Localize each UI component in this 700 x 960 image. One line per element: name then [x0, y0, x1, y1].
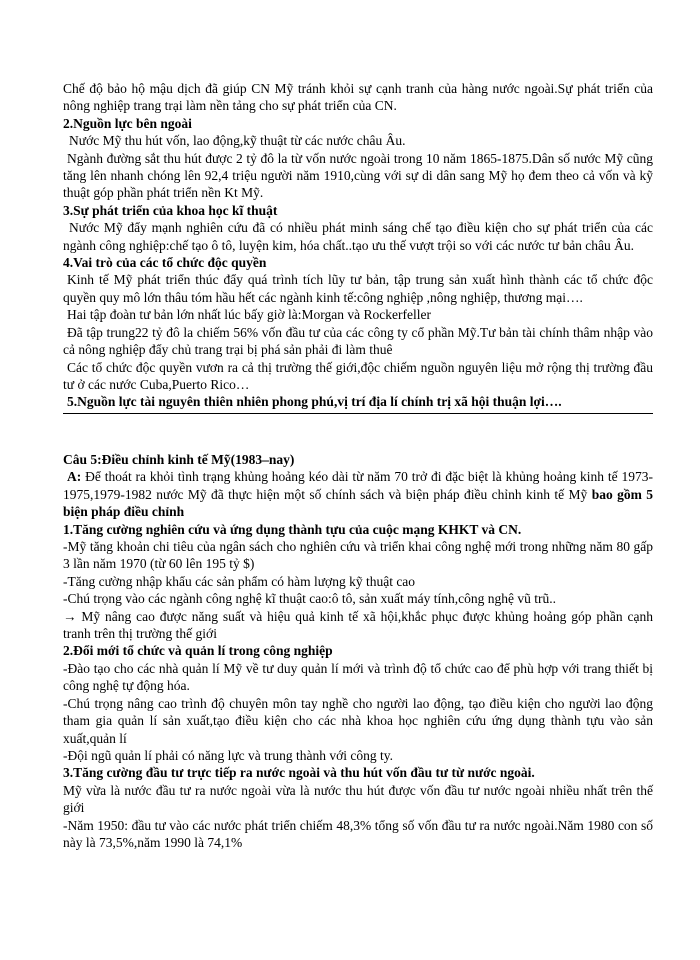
- measure-2-point-1: -Đào tạo cho các nhà quản lí Mỹ về tư duy quản lí mới và trình độ tổ chức cao để phù hợp với trang thiết bị công nghệ tự động hóa.: [63, 660, 653, 694]
- paragraph-external-2: Ngành đường sắt thu hút được 2 tỷ đô la từ vốn nước ngoài trong 10 năm 1865-1875.Dân số nước Mỹ cũng tăng lên nhanh chóng lên 92,4 triệu người năm 1910,cùng với sự di dân sang Mỹ họ đem theo cả vốn và kỹ thuật góp phần phát triển nền Kt Mỹ.: [63, 150, 653, 201]
- measure-1-point-1: -Mỹ tăng khoản chi tiêu của ngân sách cho nghiên cứu và triển khai công nghệ mới trong những năm 80 gấp 3 lần năm 1970 (từ 60 lên 195 tỷ $): [63, 539, 653, 572]
- measure-2-point-2: -Chú trọng nâng cao trình độ chuyên môn tay nghề cho người lao động, tạo điều kiện cho người lao động tham gia quản lí sản xuất,tạo điều kiện cho các nhà khoa học nghiên cứu ứng dụng thành tựu vào sản xuất,quản lí: [63, 695, 653, 746]
- paragraph-monopoly-3: Đã tập trung22 tỷ đô la chiếm 56% vốn đầu tư của các công ty cổ phần Mỹ.Tư bản tài chính thâm nhập vào cả nông nghiệp đẩy chủ trang trại bị phá sản phải đi làm thuê: [63, 324, 653, 358]
- paragraph-monopoly-4: Các tổ chức độc quyền vươn ra cả thị trường thế giới,độc chiếm nguồn nguyên liệu mở rộng thị trường đầu tư ở các nước Cuba,Puerto Rico…: [63, 359, 653, 392]
- section5: [63, 451, 653, 851]
- measure-1-point-2: -Tăng cường nhập khẩu các sản phẩm có hàm lượng kỹ thuật cao: [63, 573, 416, 589]
- section4-continuation: [63, 80, 653, 414]
- paragraph-monopoly-1: Kinh tế Mỹ phát triển thúc đẩy quá trình tích lũy tư bản, tập trung sản xuất hình thành các tổ chức độc quyền quy mô lớn thâu tóm hầu hết các ngành kinh tế:công nghiệp ,nông nghiệp, thương mại….: [63, 272, 653, 305]
- answer-intro: [63, 468, 653, 520]
- measure-2-point-3: -Đội ngũ quản lí phải có năng lực và trung thành với công ty.: [63, 747, 394, 763]
- paragraph-external-1: Nước Mỹ thu hút vốn, lao động,kỹ thuật từ các nước châu Âu.: [69, 133, 406, 149]
- section-divider: [63, 413, 653, 414]
- heading-natural-resources: 5.Nguồn lực tài nguyên thiên nhiên phong phú,vị trí địa lí chính trị xã hội thuận lợi….: [67, 394, 562, 410]
- heading-measure-1: 1.Tăng cường nghiên cứu và ứng dụng thành tựu của cuộc mạng KHKT và CN.: [63, 521, 522, 537]
- answer-label: A:: [67, 469, 82, 485]
- paragraph-science: Nước Mỹ đẩy mạnh nghiên cứu đã có nhiều phát minh sáng chế tạo điều kiện cho sự phát triển của các ngành công nghiệp:chế tạo ô tô, luyện kim, hóa chất..tạo ưu thế vượt trội so với các nước tư bản châu Âu.: [63, 220, 653, 253]
- measure-3-point-1: Mỹ vừa là nước đầu tư ra nước ngoài vừa là nước thu hút được vốn đầu tư nước ngoài nhiều nhất trên thế giới: [63, 782, 653, 816]
- heading-monopolies: 4.Vai trò của các tổ chức độc quyền: [63, 255, 267, 271]
- heading-measure-2: 2.Đổi mới tổ chức và quản lí trong công nghiệp: [63, 643, 333, 659]
- question-5-title: Câu 5:Điều chỉnh kinh tế Mỹ(1983–nay): [63, 452, 295, 467]
- measure-1-point-3: -Chú trọng vào các ngành công nghệ kĩ thuật cao:ô tô, sản xuất máy tính,công nghệ vũ trũ..: [63, 591, 557, 607]
- answer-text: Để thoát ra khỏi tình trạng khủng hoảng kéo dài từ năm 70 trở đi đặc biệt là khủng hoảng kinh tế 1973-1975,1979-1982 nước Mỹ đã thực hiện một số chính sách và biện pháp điều chỉnh kinh tế Mỹ: [63, 469, 653, 502]
- measure-1-result: → Mỹ nâng cao được năng suất và hiệu quả kinh tế xã hội,khắc phục được khủng hoảng góp phần cạnh tranh trên thị trường thế giới: [63, 608, 653, 642]
- heading-measure-3: 3.Tăng cường đầu tư trực tiếp ra nước ngoài và thu hút vốn đầu tư từ nước ngoài.: [63, 765, 535, 781]
- measure-3-point-2: -Năm 1950: đầu tư vào các nước phát triển chiếm 48,3% tổng số vốn đầu tư ra nước ngoài.Năm 1980 con số này là 73,5%,năm 1990 là 74,1%: [63, 817, 653, 850]
- paragraph-protectionism: Chế độ bảo hộ mậu dịch đã giúp CN Mỹ tránh khỏi sự cạnh tranh của hàng nước ngoài.Sự phát triển của nông nghiệp trang trại làm nền tảng cho sự phát triển của CN.: [63, 81, 653, 114]
- answer-bold-text: bao gồm 5 biện pháp điều chỉnh: [63, 486, 653, 520]
- paragraph-monopoly-2: Hai tập đoàn tư bản lớn nhất lúc bấy giờ là:Morgan và Rockerfeller: [67, 307, 431, 323]
- heading-science-technology: 3.Sự phát triển của khoa học kĩ thuật: [63, 202, 278, 218]
- heading-external-resources: 2.Nguồn lực bên ngoài: [63, 115, 192, 131]
